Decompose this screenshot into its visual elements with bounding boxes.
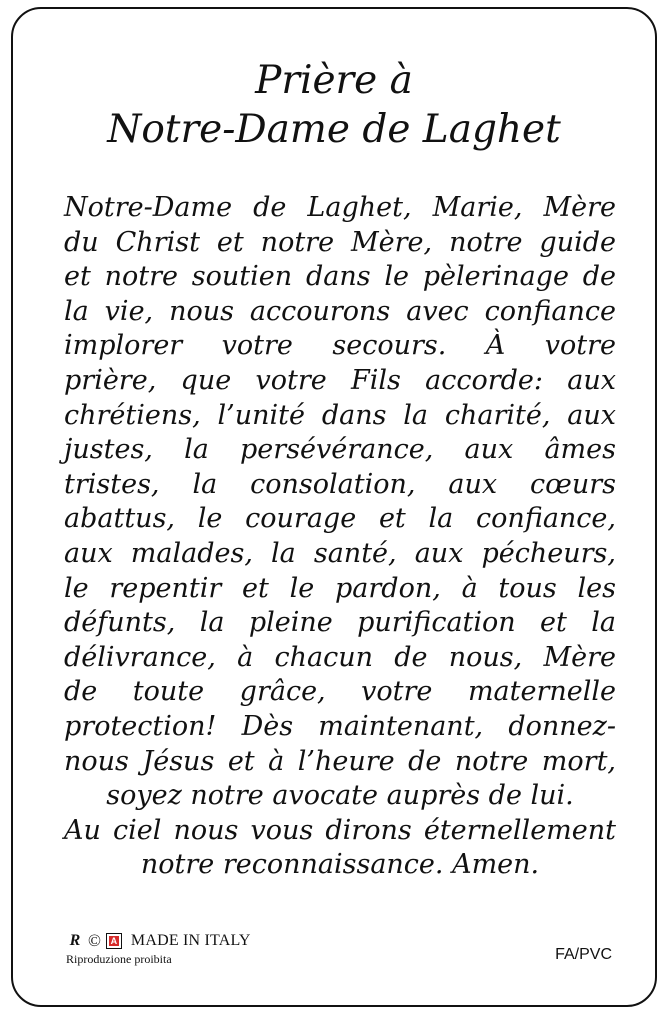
prayer-line: prière, que votre Fils accorde: aux (64, 364, 616, 396)
prayer-line: Notre-Dame de Laghet, Marie, Mère (64, 192, 616, 223)
prayer-text (64, 191, 616, 883)
prayer-line: le repentir et le pardon, à tous les (64, 572, 616, 604)
prayer-line: justes, la persévérance, aux âmes (64, 434, 616, 466)
prayer-line: et notre soutien dans le pèlerinage de (64, 261, 616, 293)
product-code: FA/PVC (555, 946, 612, 963)
made-in-row (66, 930, 251, 952)
prayer-line: protection! Dès maintenant, donnez- (64, 710, 616, 742)
prayer-line: soyez notre avocate auprès de lui. (106, 780, 574, 812)
prayer-line: de toute grâce, votre maternelle (64, 676, 616, 708)
prayer-line: notre reconnaissance. Amen. (140, 849, 540, 881)
brand-mark-icon: R (69, 932, 81, 949)
prayer-line: implorer votre secours. À votre (64, 330, 616, 362)
logo-letter: A (110, 936, 118, 946)
title-line-1: Prière à (255, 58, 413, 103)
prayer-line: chrétiens, l’unité dans la charité, aux (64, 399, 616, 431)
copyright-icon: © (88, 931, 101, 950)
prayer-line: défunts, la pleine purification et la (64, 607, 616, 639)
prayer-title (0, 56, 668, 154)
publisher-info (66, 930, 251, 967)
made-in-italy: MADE IN ITALY (130, 932, 251, 949)
title-line-2: Notre-Dame de Laghet (107, 107, 561, 152)
publisher-logo-icon (106, 933, 122, 949)
prayer-line: Au ciel nous vous dirons éternellement (64, 814, 616, 846)
prayer-line: nous Jésus et à l’heure de notre mort, (64, 745, 616, 777)
reproduction-notice: Riproduzione proibita (66, 952, 172, 966)
prayer-line: délivrance, à chacun de nous, Mère (64, 641, 616, 673)
prayer-line: la vie, nous accourons avec confiance (64, 295, 616, 327)
prayer-line: tristes, la consolation, aux cœurs (64, 468, 616, 500)
prayer-line: abattus, le courage et la confiance, (64, 503, 616, 535)
prayer-line: aux malades, la santé, aux pécheurs, (64, 537, 616, 569)
prayer-line: du Christ et notre Mère, notre guide (64, 226, 616, 258)
